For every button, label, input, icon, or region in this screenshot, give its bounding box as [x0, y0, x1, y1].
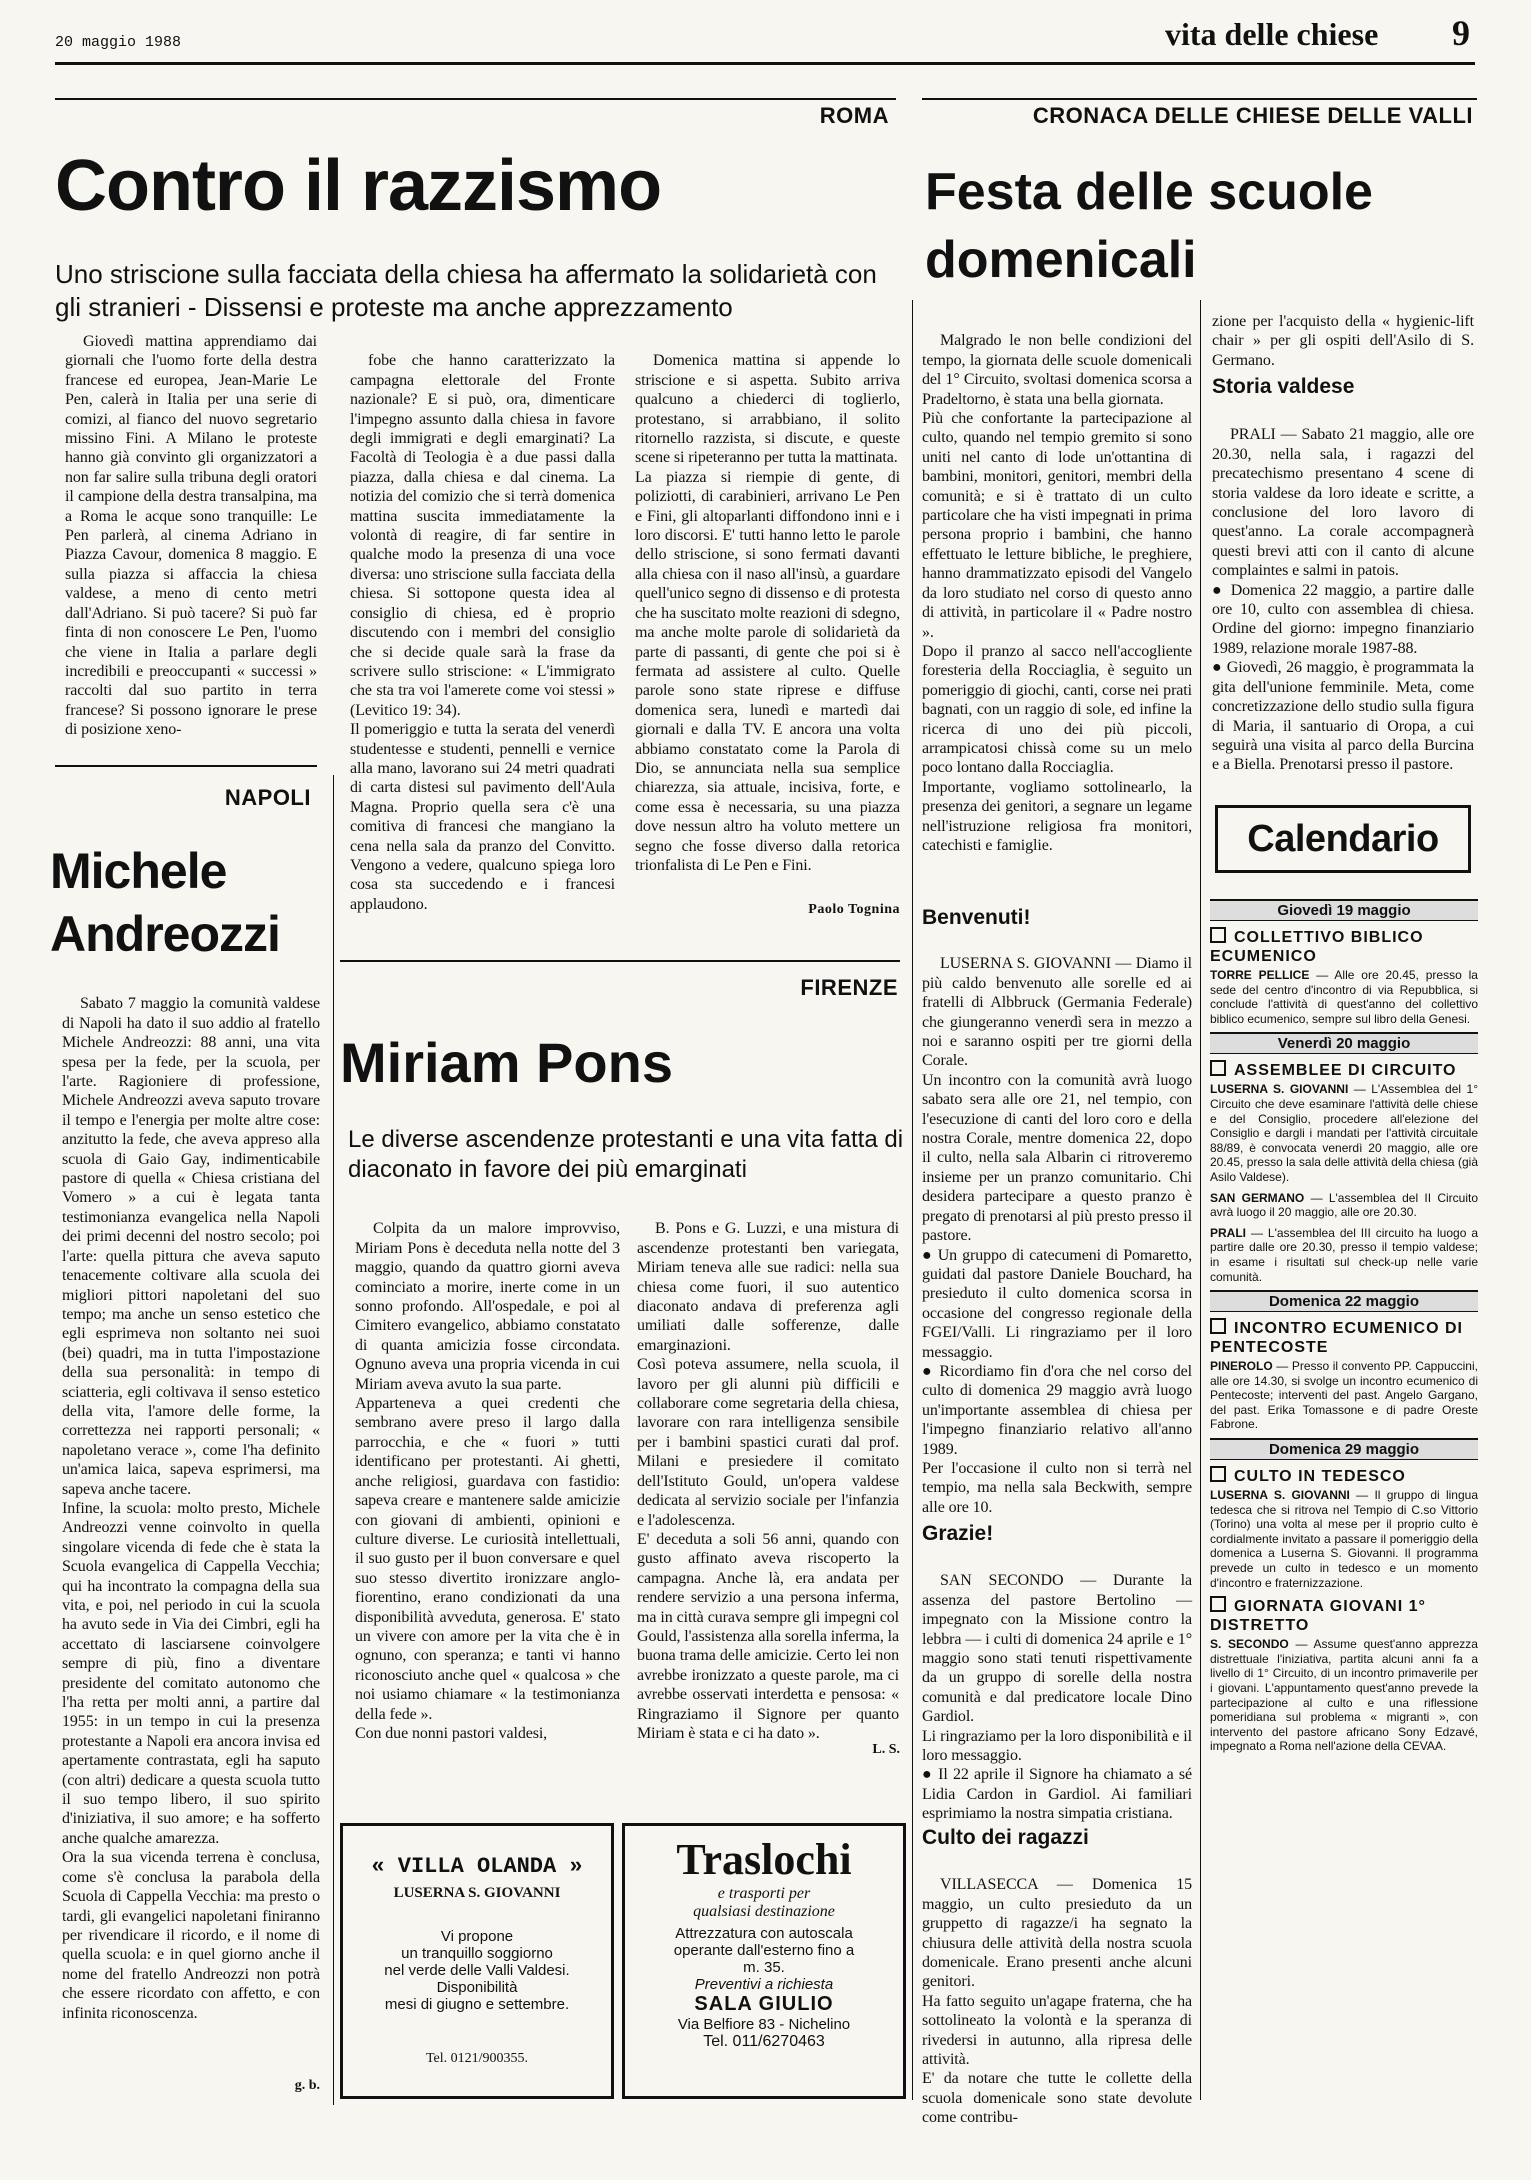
- ad-traslochi: [622, 1823, 906, 2099]
- benvenuti-column: [922, 935, 1192, 1515]
- firenze-rule: [340, 960, 900, 962]
- roma-label: ROMA: [819, 103, 889, 128]
- header-rule: [55, 62, 1475, 65]
- valli-label: CRONACA DELLE CHIESE DELLE VALLI: [1032, 103, 1473, 128]
- culto-ragazzi-column: [922, 1856, 1192, 2127]
- villa-olanda-line1: Vi propone: [440, 1928, 514, 1945]
- section-title: vita delle chiese: [1165, 16, 1379, 52]
- event-text: PRALI — L'assemblea del III circuito ha luogo a partire dalle ore 20.30, presso il tempio valdese; in esame i risultati sul check-up nelle varie comunità.: [1210, 1225, 1478, 1284]
- firenze-signature: L. S.: [872, 1742, 900, 1757]
- traslochi-phone: Tel. 011/6270463: [703, 2033, 825, 2050]
- napoli-text: Sabato 7 maggio la comunità valdese di Napoli ha dato il suo addio al fratello Michele Andreozzi: 88 anni, una vita spesa per la fede, per la scuola, per l'arte. Ragioniere di professione, Michele Andreozzi aveva saputo trovare il tempo e l'energia per molte altre cose: anzitutto la fede, che aveva appreso alla scuola di Gaio Gay, indimenticabile pastore di quella « Chiesa cristiana del Vomero » a cui è legata tanta testimonianza evangelica nella Napoli dei primi decenni del nostro secolo; poi l'arte: quella pittura che aveva saputo tenacemente coltivare alla scuola dei migliori pittori napoletani del suo tempo; ma anche un senso estetico che egli esprimeva non soltanto nei suoi (bei) quadri, ma in tutta l'impostazione della sua personalità: in tempo di sciatteria, egli coltivava il senso estetico della vita, l'amore delle forme, la correttezza nei rapporti personali; « napoletano verace », come l'ha definito un'amica laica, sapeva esprimersi, ma sapeva anche tacere. Infine, la scuola: molto presto, Michele Andreozzi venne coinvolto in quella singolare vicenda di fede che è stata la Scuola evangelica di Cappella Vecchia; qui ha incontrato la compagna della sua vita, e poi, nel periodo in cui la scuola ha avuto sede in Via dei Cimbri, egli ha accettato di lasciarsene coinvolgere sempre di più, fino a diventare presidente del comitato autonomo che l'ha retta per molti anni, a partire dal 1955: in un tempo in cui la presenza protestante a Napoli era ancora invisa ed apertamente contrastata, egli ha saputo (con altri) dedicare a questa scuola tutto il suo tempo libero, il suo spirito d'iniziativa, il suo amore; e ha sofferto anche qualche amarezza. Ora la sua vicenda terrena è conclusa, come s'è conclusa la parabola della Scuola di Cappella Vecchia: ma presto o tardi, gli evangelici napoletani finiranno per rivendicare il ricordo, e il nome di quella scuola: e in quel giorno anche il nome del fratello Andreozzi non potrà che essere ricordato con affetto, e con infinita riconoscenza.: [62, 995, 320, 2022]
- page-date: 20 maggio 1988: [55, 34, 182, 51]
- traslochi-line4: operante dall'esterno fino a: [673, 1942, 855, 1959]
- calendario-list: [1210, 895, 1478, 2100]
- roma-subhead: Uno striscione sulla facciata della chiesa ha affermato la solidarietà con gli stranieri - Dissensi e proteste ma anche apprezzamento: [55, 259, 877, 322]
- firenze-subhead: Le diverse ascendenze protestanti e una vita fatta di diaconato in favore dei più emarginati: [348, 1126, 904, 1183]
- traslochi-line2: qualsiasi destinazione: [693, 1903, 835, 1920]
- roma-signature: Paolo Tognina: [808, 902, 900, 917]
- ad-villa-olanda: [340, 1823, 614, 2099]
- roma-column-1: [65, 332, 317, 764]
- valli-col2-text: zione per l'acquisto della « hygienic-lift chair » per gli ospiti dell'Asilo di S. Germano.: [1212, 313, 1474, 369]
- firenze-headline: Miriam Pons: [340, 1031, 673, 1094]
- event-title: COLLETTIVO BIBLICO ECUMENICO: [1210, 929, 1424, 965]
- benvenuti-heading: Benvenuti!: [922, 906, 1031, 929]
- separator-right: [1200, 300, 1201, 2100]
- napoli-headline: Michele Andreozzi: [50, 843, 280, 962]
- roma-col3-text: Domenica mattina si appende lo striscione e si aspetta. Subito arriva qualcuno a chiederci di toglierlo, protestano, si arrabbiano, il solito ritornello razzista, si discute, e queste scene si ripeteranno per tutta la mattinata. La piazza si riempie di gente, di poliziotti, di carabinieri, arrivano Le Pen e Fini, gli altoparlanti diffondono inni e i loro discorsi. E' tutti hanno letto le parole dello striscione, si sono fermati davanti alla chiesa con il naso all'insù, a guardare quell'unico segno di dissenso e di protesta che ha suscitato molte reazioni di sdegno, ma anche molte parole di solidarietà da parte di passanti, di gente che poi si è fermata ad assistere al culto. Quelle parole sono state riprese e diffuse domenica sera, lunedì e martedì dai giornali e dalla TV. E ancora una volta abbiamo constatato come la Parola di Dio, se annunciata nella sua semplice chiarezza, sia attuale, incisiva, forte, e come essa è necessaria, su una piazza dove nessun altro ha voluto mettere un segno che fosse diverso dalla retorica trionfalista di Le Pen e Fini.: [635, 352, 900, 874]
- firenze-col2-text: B. Pons e G. Luzzi, e una mistura di ascendenze protestanti ben variegata, Miriam teneva alle sue radici: nella sua chiesa come fuori, il suo autentico diaconato andava di preferenza agli umiliati dalle sofferenze, dalle emarginazioni. Così poteva assumere, nella scuola, il lavoro per gli alunni più difficili e collaborare come segretaria della chiesa, lavorare con rara intelligenza sensibile per i bambini spastici curati dal prof. Milani e presiedere il comitato dell'Istituto Gould, un'opera valdese dedicata al servizio sociale per l'infanzia e l'adolescenza. E' deceduta a soli 56 anni, quando con gusto affinato aveva riscoperto la campagna. Anche là, era andata per rendere servizio a una persona inferma, ma in città curava sempre gli impegni col Gould, l'assistenza alla sorella inferma, la buona trama delle amicizie. Certo lei non avrebbe ironizzato a queste parole, ma ci avrebbe osservati interdetta e pensosa: « Ringraziamo il Signore per quanto Miriam è stata e ci ha dato ».: [637, 1220, 899, 1742]
- event-title: GIORNATA GIOVANI 1° DISTRETTO: [1210, 1598, 1426, 1635]
- napoli-rule: [55, 765, 317, 767]
- calendario-title-box: [1215, 805, 1471, 873]
- villa-olanda-name: « VILLA OLANDA »: [371, 1854, 583, 1879]
- traslochi-line6: Preventivi a richiesta: [694, 1976, 834, 1993]
- event-title: ASSEMBLEE DI CIRCUITO: [1210, 1060, 1478, 1080]
- napoli-signature: g. b.: [294, 2078, 320, 2093]
- traslochi-line5: m. 35.: [743, 1959, 785, 1976]
- valli-col1-text: Malgrado le non belle condizioni del tempo, la giornata delle scuole domenicali del 1° Circuito, svoltasi domenica scorsa a Pradeltorno, è stata una bella giornata. Più che confortante la partecipazione al culto, quando nel tempio gremito si sono uniti nel canto di lode un'ottantina di bambini, monitori, genitori, membri della comunità; e si è trattato di un culto particolare che ha visti impegnati in prima persona proprio i bambini, che hanno effettuato le letture bibliche, le preghiere, hanno drammatizzato episodi del Vangelo da loro studiato nel corso di questo anno di attività, in particolare il « Padre nostro ». Dopo il pranzo al sacco nell'accogliente foresteria della Rocciaglia, è seguito un pomeriggio di giochi, canti, corse nei prati bagnati, con un raggio di sole, ed infine la ricerca di uno dei più piccoli, arrampicatosi chissà come su un melo poco lontano dalla Rocciaglia. Importante, vogliamo sottolinearlo, la presenza dei genitori, a segnare un legame nell'istruzione religiosa fra monitori, catechisti e famiglie.: [922, 332, 1192, 854]
- napoli-label: NAPOLI: [224, 785, 311, 810]
- roma-column-2: [350, 332, 615, 952]
- villa-olanda-phone: Tel. 0121/900355.: [425, 2051, 529, 2066]
- villa-olanda-line5: mesi di giugno e settembre.: [384, 1996, 570, 2013]
- traslochi-company: SALA GIULIO: [694, 1993, 834, 2015]
- valli-column-2: [1212, 312, 1474, 374]
- event-text: LUSERNA S. GIOVANNI — Il gruppo di lingua tedesca che si ritrova nel Tempio di C.so Vittorio (Torino) una volta al mese per il proprio culto è cordialmente invitato a passare il pomeriggio della domenica a Luserna S. Giovanni. Il programma prevede un culto in tedesco e un momento d'incontro e fraternizzazione.: [1210, 1488, 1478, 1590]
- firenze-col1-text: Colpita da un malore improvviso, Miriam Pons è deceduta nella notte del 3 maggio, quando da quattro giorni aveva cominciato a morire, inerte come in un sonno profondo. All'ospedale, e poi al Cimitero evangelico, abbiamo constatato di quanta amicizia fosse circondata. Ognuno aveva una propria vicenda in cui Miriam aveva avuto la sua parte. Apparteneva a quei credenti che sembrano avere preso il largo dalla parrocchia, e che « fuori » tutti identificano per protestanti. Ai ghetti, anche religiosi, guardava con fastidio: sapeva creare e mantenere salde amicizie con giovani di ambienti, opinioni e culture diverse. Le curiosità intellettuali, il suo gusto per il buon conversare e quel suo stesso divertito ironizzare anglo-fiorentino, erano condizionati da una disponibilità avveduta, generosa. E' stato un vivere con amore per la vita che è in ognuno, con speranza; e tanti vi hanno riconosciuto anche quel « qualcosa » che noi usiamo chiamare « la testimonianza della fede ». Con due nonni pastori valdesi,: [355, 1220, 620, 1742]
- storia-valdese-text: PRALI — Sabato 21 maggio, alle ore 20.30, nella sala, i ragazzi del precatechismo presentano 4 scene di storia valdese da loro ideate e scritte, a conclusione del loro lavoro di quest'anno. La corale accompagnerà questi brevi atti con il canto di alcune complaintes e salmi in patois. ● Domenica 22 maggio, a partire dalle ore 10, culto con assemblea di chiesa. Ordine del giorno: impegno finanziario 1989, relazione morale 1987-88. ● Giovedì, 26 maggio, è programmata la gita dell'unione femminile. Meta, come concretizzazione dello studio sulla figura di Maria, il santuario di Oropa, a cui seguirà una visita al parco della Burcina e a Biella. Prenotarsi presso il pastore.: [1212, 426, 1474, 774]
- culto-ragazzi-text: VILLASECCA — Domenica 15 maggio, un culto presieduto da un gruppetto di ragazze/i ha segnato la chiusura delle attività della nostra scuola domenicale. Erano presenti anche alcuni genitori. Ha fatto seguito un'agape fraterna, che ha sottolineato la volontà e la speranza di rivedersi in autunno, alla ripresa delle attività. E' da notare che tutte le collette della scuola domenicale sono state devolute come contribu-: [922, 1876, 1192, 2127]
- event-title: CULTO IN TEDESCO: [1210, 1466, 1478, 1486]
- day-header: Domenica 22 maggio: [1210, 1290, 1478, 1312]
- valli-headline: Festa delle scuole domenicali: [925, 163, 1373, 289]
- storia-valdese-column: [1212, 406, 1474, 861]
- firenze-label: FIRENZE: [800, 975, 898, 1000]
- checkbox-icon: [1210, 927, 1226, 943]
- checkbox-icon: [1210, 1060, 1226, 1076]
- roma-column-3: [635, 332, 900, 897]
- roma-col1-text: Giovedì mattina apprendiamo dai giornali che l'uomo forte della destra francese ed europea, Jean-Marie Le Pen, calerà in Italia per una serie di comizi, al fianco del nuovo segretario missino Fini. A Milano le proteste hanno già convinto gli organizzatori a non far salire sulla tribuna degli oratori il campione della destra transalpina, ma a Roma le acque sono tranquille: Le Pen parlerà, al cinema Adriano in Piazza Cavour, domenica 8 maggio. E sulla piazza si affaccia la chiesa valdese, a meno di cento metri dall'Adriano. Si può tacere? Si può far finta di non conoscere Le Pen, l'uomo che viene in Italia a parlare degli incredibili e preoccupanti « successi » raccolti dal suo partito in terra francese? Si possono ignorare le prese di posizione xeno-: [65, 333, 317, 739]
- event-text: LUSERNA S. GIOVANNI — L'Assemblea del 1° Circuito che deve esaminare l'attività delle chiese e del Consiglio, procedere all'elezione del Consiglio e dargli i mandati per l'attività circuitale 88/89, è convocata venerdì 20 maggio, alle ore 20.45, presso la sala delle attività della chiesa (già Asilo Valdese).: [1210, 1082, 1478, 1184]
- storia-valdese-heading: Storia valdese: [1212, 375, 1355, 398]
- calendario-title: Calendario: [1247, 818, 1439, 860]
- villa-olanda-line4: Disponibilità: [436, 1979, 518, 1996]
- villa-olanda-place: LUSERNA S. GIOVANNI: [393, 1885, 561, 1901]
- day-header: Domenica 29 maggio: [1210, 1438, 1478, 1460]
- checkbox-icon: [1210, 1466, 1226, 1482]
- firenze-column-1: [355, 1200, 620, 1840]
- day-header: Venerdì 20 maggio: [1210, 1032, 1478, 1054]
- roma-headline: Contro il razzismo: [55, 146, 662, 226]
- traslochi-line1: e trasporti per: [717, 1885, 811, 1902]
- page-number: 9: [1452, 13, 1470, 53]
- traslochi-address: Via Belfiore 83 - Nichelino: [677, 2016, 851, 2033]
- separator-center: [912, 300, 913, 2100]
- event-text: SAN GERMANO — L'assemblea del II Circuito avrà luogo il 20 maggio, alle ore 20.30.: [1210, 1190, 1478, 1220]
- traslochi-line3: Attrezzatura con autoscala: [675, 1925, 853, 1942]
- roma-rule: [55, 98, 896, 100]
- separator-napoli: [333, 775, 334, 2105]
- event-text: S. SECONDO — Assume quest'anno apprezza distrettuale l'iniziativa, partita alcuni anni fa a livello di 1° Circuito, di un incontro primaverile per i giovani. L'appuntamento quest'anno prevede la partecipazione al culto e una riflessione pomeridiana sul problema « migranti », con intervento del pastore africano Sony Edzavé, impegnato a Roma nell'azione della CEVAA.: [1210, 1637, 1478, 1754]
- checkbox-icon: [1210, 1596, 1226, 1612]
- grazie-column: [922, 1552, 1192, 1823]
- grazie-text: SAN SECONDO — Durante la assenza del pastore Bertolino — impegnato con la Missione contro la lebbra — i culti di domenica 24 aprile e 1° maggio sono stati tenuti rispettivamente da un gruppo di sorelle della nostra comunità e dal predicatore locale Dino Gardiol. Li ringraziamo per la loro disponibilità e il loro messaggio. ● Il 22 aprile il Signore ha chiamato a sé Lidia Cardon in Gardiol. Ai familiari esprimiamo la nostra simpatia cristiana.: [922, 1572, 1192, 1823]
- villa-olanda-line3: nel verde delle Valli Valdesi.: [384, 1962, 570, 1979]
- firenze-column-2: [637, 1200, 899, 1742]
- benvenuti-text: LUSERNA S. GIOVANNI — Diamo il più caldo benvenuto alle sorelle ed ai fratelli di Albbruck (Germania Federale) che giungeranno venerdì sera in mezzo a noi e saranno ospiti per tre giorni della Corale. Un incontro con la comunità avrà luogo sabato sera alle ore 21, nel tempio, con l'esecuzione di canti del loro coro e della nostra Corale, mentre domenica 22, dopo il culto, nella sala Albarin ci ritroveremo insieme per un pranzo comunitario. Chi desidera partecipare a questo pranzo è pregato di prenotarsi al più presto presso il pastore. ● Un gruppo di catecumeni di Pomaretto, guidati dal pastore Daniele Bouchard, ha presieduto il culto domenica scorsa in occasione del congresso regionale della FGEI/Valli. Li ringraziamo per il loro messaggio. ● Ricordiamo fin d'ora che nel corso del culto di domenica 29 maggio avrà luogo un'importante assemblea di chiesa per l'impegno finanziario relativo all'anno 1989. Per l'occasione il culto non si terrà nel tempio, ma nella sala Beckwith, sempre alle ore 10.: [922, 955, 1192, 1516]
- valli-column-1: [922, 312, 1192, 902]
- event-title: INCONTRO ECUMENICO DI PENTECOSTE: [1210, 1320, 1463, 1357]
- roma-col2-text: fobe che hanno caratterizzato la campagna elettorale del Fronte nazionale? E si può, ora, dimenticare l'impegno assunto dalla chiesa in favore degli immigrati e degli emarginati? La Facoltà di Teologia è a due passi dalla piazza, dalla chiesa e dal cinema. La notizia del comizio che si terrà domenica mattina suscita immediatamente la volontà di reagire, di far sentire in qualche modo la presenza di una voce diversa: uno striscione sulla facciata della chiesa. Si sottopone questa idea al consiglio di chiesa, ed è proprio discutendo con i membri del consiglio che si decide quale sarà la frase da scrivere sullo striscione: « L'immigrato che sta tra voi l'amerete come voi stessi » (Levitico 19: 34). Il pomeriggio e tutta la serata del venerdì studentesse e studenti, pennelli e vernice alla mano, lavorano sui 24 metri quadrati di carta distesi sul pavimento dell'Aula Magna. Proprio quella sera c'è una comitiva di francesi che mangiano la cena nella sala da pranzo del Convitto. Vengono a vedere, qualcuno spiega loro cosa sta succedendo e i francesi applaudono.: [350, 352, 615, 913]
- event-text: PINEROLO — Presso il convento PP. Cappuccini, alle ore 14.30, si svolge un incontro ecumenico di Pentecoste; interventi del past. Angelo Gargano, del past. Erika Tomassone e di padre Oreste Fabrone.: [1210, 1359, 1478, 1432]
- culto-ragazzi-heading: Culto dei ragazzi: [922, 1826, 1089, 1849]
- event-text: TORRE PELLICE — Alle ore 20.45, presso la sede del centro d'incontro di via Repubblica, si conclude l'attività di quest'anno del collettivo biblico ecumenico, sempre sul libro della Genesi.: [1210, 968, 1478, 1026]
- grazie-heading: Grazie!: [922, 1522, 994, 1545]
- checkbox-icon: [1210, 1318, 1226, 1334]
- valli-rule: [922, 98, 1477, 100]
- villa-olanda-line2: un tranquillo soggiorno: [401, 1945, 553, 1962]
- day-header: Giovedì 19 maggio: [1210, 899, 1478, 921]
- napoli-column: [62, 975, 320, 2060]
- traslochi-title: Traslochi: [676, 1835, 852, 1884]
